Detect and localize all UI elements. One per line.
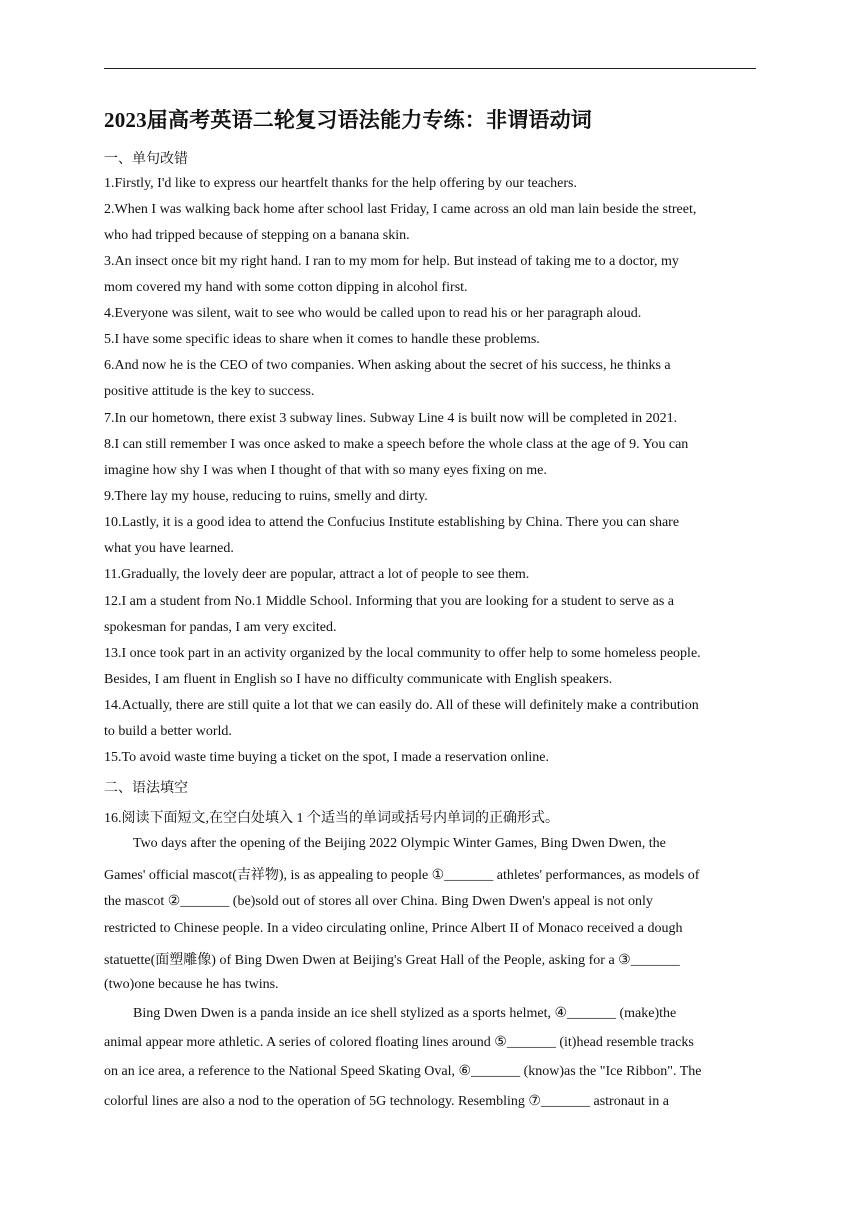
- passage-line: (two)one because he has twins.: [104, 977, 279, 992]
- question-line: Besides, I am fluent in English so I have no difficulty communicate with English speakers.: [104, 672, 613, 687]
- section-heading-cloze: 二、语法填空: [104, 781, 188, 796]
- header-rule: [104, 68, 756, 69]
- question-line: 3.An insect once bit my right hand. I ran to my mom for help. But instead of taking me to a doctor, my: [104, 254, 679, 269]
- question-line: imagine how shy I was when I thought of that with so many eyes fixing on me.: [104, 463, 547, 478]
- passage-line: Bing Dwen Dwen is a panda inside an ice shell stylized as a sports helmet, ④_______ (make)the: [133, 1006, 677, 1021]
- document-title: 2023届高考英语二轮复习语法能力专练：非谓语动词: [104, 108, 592, 132]
- passage-line: the mascot ②_______ (be)sold out of stores all over China. Bing Dwen Dwen's appeal is not only: [104, 894, 653, 909]
- question-line: 12.I am a student from No.1 Middle School. Informing that you are looking for a student to serve as a: [104, 594, 674, 609]
- question-line: 2.When I was walking back home after school last Friday, I came across an old man lain beside the street,: [104, 202, 697, 217]
- question-line: spokesman for pandas, I am very excited.: [104, 620, 337, 635]
- question-line: 9.There lay my house, reducing to ruins, smelly and dirty.: [104, 489, 428, 504]
- question-line: 6.And now he is the CEO of two companies. When asking about the secret of his success, he thinks a: [104, 358, 671, 373]
- question-line: 15.To avoid waste time buying a ticket on the spot, I made a reservation online.: [104, 750, 549, 765]
- question-line: 7.In our hometown, there exist 3 subway lines. Subway Line 4 is built now will be completed in 2021.: [104, 411, 678, 426]
- question-line: who had tripped because of stepping on a banana skin.: [104, 228, 410, 243]
- question-line: 10.Lastly, it is a good idea to attend the Confucius Institute establishing by China. There you can share: [104, 515, 680, 530]
- passage-line: restricted to Chinese people. In a video circulating online, Prince Albert II of Monaco received a dough: [104, 921, 683, 936]
- passage-line: animal appear more athletic. A series of colored floating lines around ⑤_______ (it)head resemble tracks: [104, 1035, 694, 1050]
- question-line: 4.Everyone was silent, wait to see who would be called upon to read his or her paragraph aloud.: [104, 306, 642, 321]
- passage-line: Two days after the opening of the Beijing 2022 Olympic Winter Games, Bing Dwen Dwen, the: [133, 836, 666, 851]
- passage-line: on an ice area, a reference to the National Speed Skating Oval, ⑥_______ (know)as the "Ice Ribbon". The: [104, 1064, 702, 1079]
- question-line: 1.Firstly, I'd like to express our heartfelt thanks for the help offering by our teachers.: [104, 176, 577, 191]
- question-line: positive attitude is the key to success.: [104, 384, 315, 399]
- question-line: 14.Actually, there are still quite a lot that we can easily do. All of these will definitely make a contribution: [104, 698, 699, 713]
- passage-line: statuette(面塑雕像) of Bing Dwen Dwen at Beijing's Great Hall of the People, asking for a ③_______: [104, 953, 680, 968]
- cloze-instruction: 16.阅读下面短文,在空白处填入 1 个适当的单词或括号内单词的正确形式。: [104, 811, 559, 826]
- question-line: what you have learned.: [104, 541, 234, 556]
- question-line: 11.Gradually, the lovely deer are popular, attract a lot of people to see them.: [104, 567, 530, 582]
- question-line: 8.I can still remember I was once asked to make a speech before the whole class at the age of 9. You can: [104, 437, 689, 452]
- question-line: to build a better world.: [104, 724, 232, 739]
- question-line: 13.I once took part in an activity organized by the local community to offer help to some homeless people.: [104, 646, 701, 661]
- section-heading-correction: 一、单句改错: [104, 152, 188, 167]
- passage-line: Games' official mascot(吉祥物), is as appealing to people ①_______ athletes' performances, as models of: [104, 868, 700, 883]
- passage-line: colorful lines are also a nod to the operation of 5G technology. Resembling ⑦_______ astronaut in a: [104, 1094, 669, 1109]
- question-line: 5.I have some specific ideas to share when it comes to handle these problems.: [104, 332, 540, 347]
- question-line: mom covered my hand with some cotton dipping in alcohol first.: [104, 280, 468, 295]
